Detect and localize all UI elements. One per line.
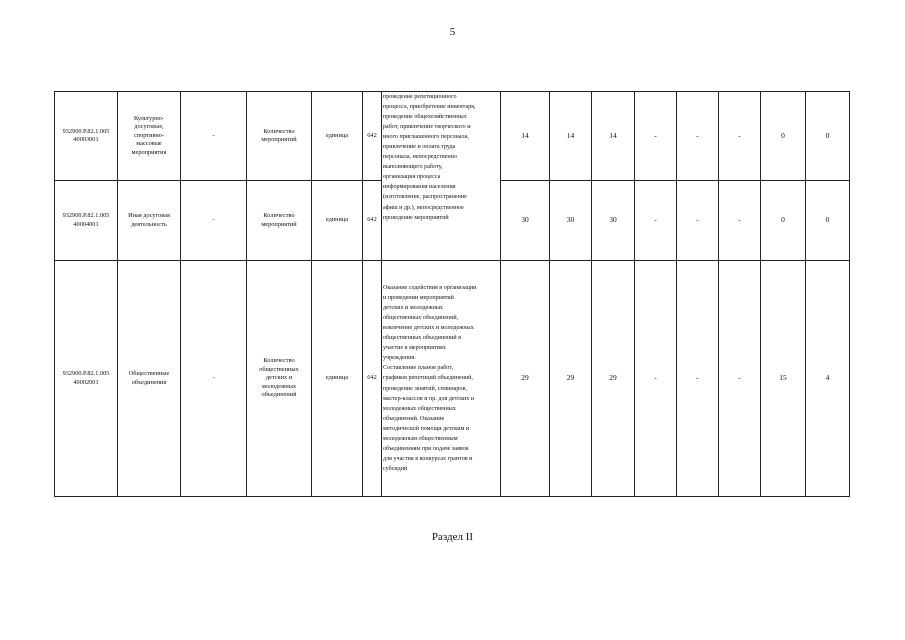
registry-code: 932900.Р.82.1.005 40002001 (55, 261, 118, 497)
value-cell: 29 (550, 261, 592, 497)
value-cell: 14 (592, 92, 635, 181)
value-cell: 15 (761, 261, 806, 497)
value-cell: - (677, 92, 719, 181)
registry-code: 932900.Р.82.1.005 40004001 (55, 181, 118, 261)
unit-cell: единица (312, 92, 363, 181)
page-number: 5 (449, 26, 456, 38)
value-cell: 0 (761, 181, 806, 261)
section-title: Раздел II (431, 531, 474, 543)
value-cell: - (719, 92, 761, 181)
value-cell: 29 (501, 261, 550, 497)
indicator-name: Количество мероприятий (247, 92, 312, 181)
okei-code: 642 (363, 261, 382, 497)
value-cell: - (719, 181, 761, 261)
value-cell: 14 (501, 92, 550, 181)
service-description: Оказание содействия в организации и проведении мероприятий детских и молодежных общественных объединений, вовлечение детских и молодежных общественных объединений в участие в мероприятиях учреждения. Составление планов работ, графиков репетиций объединений, проведение занятий, семинаров, мастер-классов и пр. для детских и молодежных общественных объединений. Оказание методической помощи детским и молодежным общественным объединениям при подаче заявок для участия в конкурсах грантов и субсидий (382, 261, 501, 497)
value-cell: 0 (806, 181, 850, 261)
okei-code: 642 (363, 181, 382, 261)
dash-cell: - (181, 181, 247, 261)
value-cell: 30 (592, 181, 635, 261)
value-cell: 29 (592, 261, 635, 497)
services-table (54, 91, 850, 497)
unit-cell: единица (312, 261, 363, 497)
value-cell: 30 (550, 181, 592, 261)
value-cell: 0 (761, 92, 806, 181)
value-cell: - (635, 181, 677, 261)
value-cell: 0 (806, 92, 850, 181)
value-cell: 30 (501, 181, 550, 261)
service-name: Иная досуговая деятельность (118, 181, 181, 261)
okei-code: 642 (363, 92, 382, 181)
dash-cell: - (181, 261, 247, 497)
value-cell: - (677, 261, 719, 497)
value-cell: - (677, 181, 719, 261)
indicator-name: Количество общественных детских и молодежных объединений (247, 261, 312, 497)
value-cell: 4 (806, 261, 850, 497)
registry-code: 932900.Р.82.1.005 40003001 (55, 92, 118, 181)
table-row (55, 261, 850, 497)
service-name: Общественные объединения (118, 261, 181, 497)
table-row (55, 92, 850, 181)
value-cell: 14 (550, 92, 592, 181)
dash-cell: - (181, 92, 247, 181)
service-name: Культурно- досуговые, спортивно- массовые мероприятия (118, 92, 181, 181)
value-cell: - (635, 92, 677, 181)
value-cell: - (635, 261, 677, 497)
service-description: проведение репетиционного процесса, приобретение инвентаря, проведение общехозяйственных работ, привлечение творческого и иного приглашенного персонала, привлечение и оплата труда персонала, непосредственно выполняющего работу, организация процесса информирования населения (изготовление, распространение афиш и др.), непосредственное проведение мероприятий (382, 92, 501, 261)
unit-cell: единица (312, 181, 363, 261)
value-cell: - (719, 261, 761, 497)
indicator-name: Количество мероприятий (247, 181, 312, 261)
